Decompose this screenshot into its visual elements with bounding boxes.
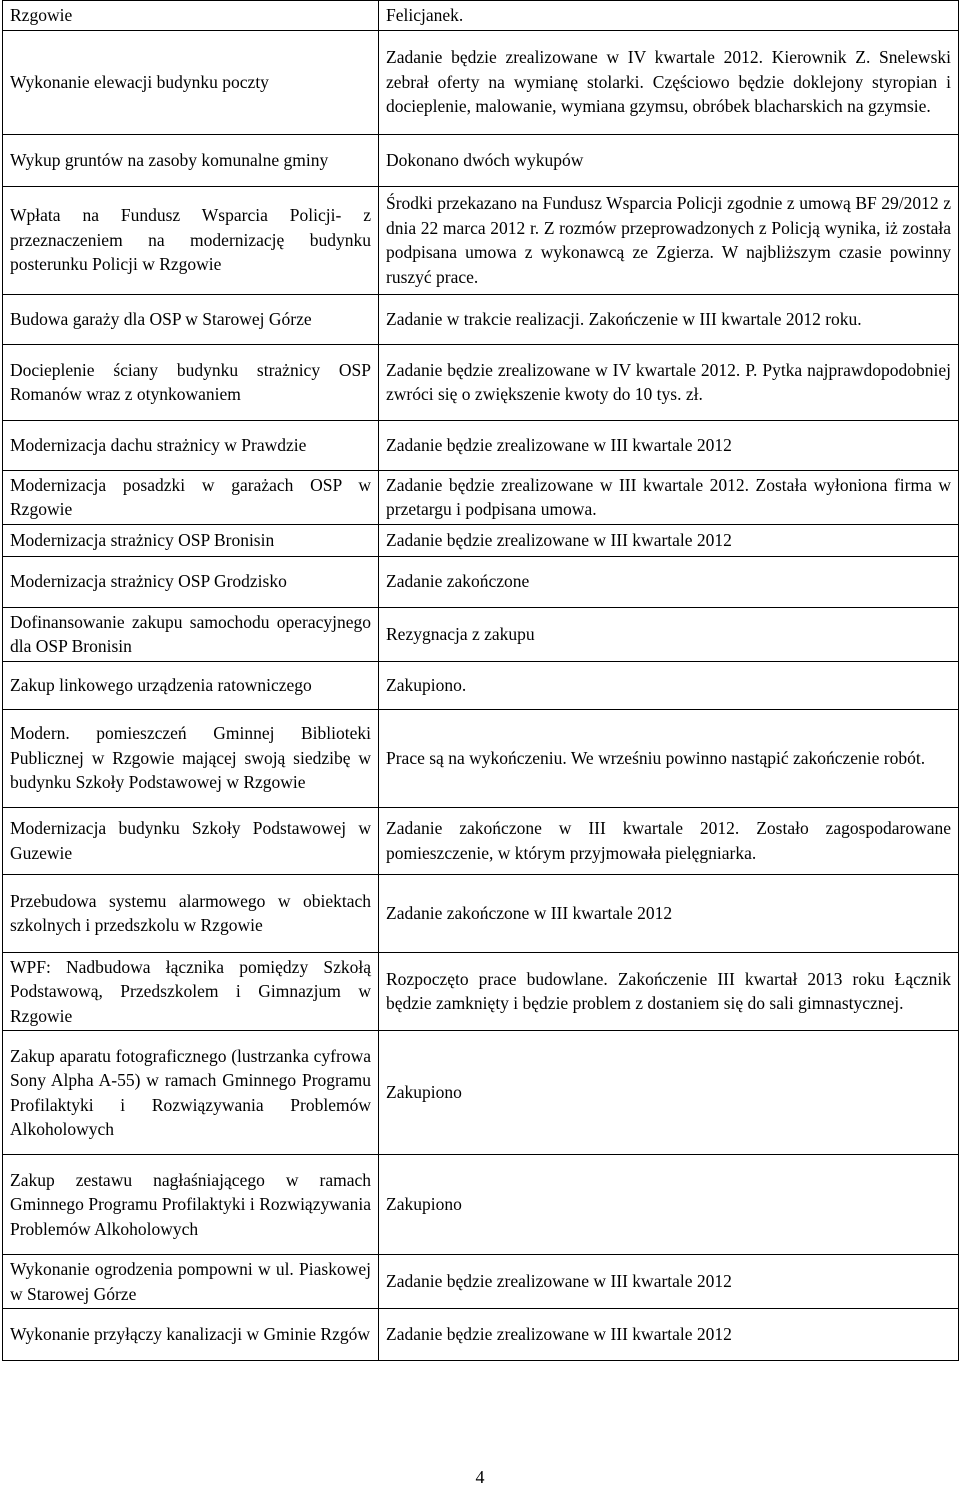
table-row [3,524,959,556]
task-cell: Docieplenie ściany budynku strażnicy OSP Romanów wraz z otynkowaniem [3,344,379,420]
status-cell: Zadanie zakończone w III kwartale 2012 [379,874,959,952]
status-cell: Zadanie będzie zrealizowane w IV kwartale 2012. Kierownik Z. Snelewski zebrał oferty na wymianę stolarki. Częściowo będzie doklejony styropian i docieplenie, malowanie, wymiana gzymsu, obróbek blacharskich na gzymsie. [379,30,959,134]
table-row [3,807,959,874]
task-cell: Przebudowa systemu alarmowego w obiektach szkolnych i przedszkolu w Rzgowie [3,874,379,952]
status-cell: Zadanie będzie zrealizowane w III kwartale 2012 [379,1255,959,1309]
task-cell: Wykonanie elewacji budynku poczty [3,30,379,134]
table-row [3,874,959,952]
task-cell: WPF: Nadbudowa łącznika pomiędzy Szkołą Podstawową, Przedszkolem i Gimnazjum w Rzgowie [3,952,379,1031]
task-cell: Wykup gruntów na zasoby komunalne gminy [3,134,379,186]
page-number: 4 [475,1467,485,1487]
table-row [3,294,959,344]
table-row [3,344,959,420]
task-cell: Modern. pomieszczeń Gminnej Biblioteki Publicznej w Rzgowie mającej swoją siedzibę w budynku Szkoły Podstawowej w Rzgowie [3,709,379,807]
table-row [3,186,959,294]
tasks-table-body [3,1,959,1361]
task-cell: Rzgowie [3,1,379,31]
status-cell: Rezygnacja z zakupu [379,607,959,661]
task-cell: Zakup linkowego urządzenia ratowniczego [3,661,379,709]
status-cell: Zadanie będzie zrealizowane w IV kwartale 2012. P. Pytka najprawdopodobniej zwróci się o zwiększenie kwoty do 10 tys. zł. [379,344,959,420]
table-row [3,134,959,186]
table-row [3,1255,959,1309]
table-row [3,30,959,134]
status-cell: Zakupiono. [379,661,959,709]
task-cell: Dofinansowanie zakupu samochodu operacyjnego dla OSP Bronisin [3,607,379,661]
task-cell: Wykonanie ogrodzenia pompowni w ul. Piaskowej w Starowej Górze [3,1255,379,1309]
task-cell: Modernizacja strażnicy OSP Grodzisko [3,556,379,607]
status-cell: Zadanie zakończone w III kwartale 2012. Zostało zagospodarowane pomieszczenie, w którym przyjmowała pielęgniarka. [379,807,959,874]
status-cell: Rozpoczęto prace budowlane. Zakończenie III kwartał 2013 roku Łącznik będzie zamknięty i będzie problem z dostaniem się do sali gimnastycznej. [379,952,959,1031]
table-row [3,607,959,661]
status-cell: Zadanie będzie zrealizowane w III kwartale 2012 [379,524,959,556]
status-cell: Zakupiono [379,1031,959,1155]
table-row [3,1155,959,1255]
task-cell: Wykonanie przyłączy kanalizacji w Gminie Rzgów [3,1309,379,1361]
status-cell: Felicjanek. [379,1,959,31]
status-cell: Zadanie w trakcie realizacji. Zakończenie w III kwartale 2012 roku. [379,294,959,344]
table-row [3,1309,959,1361]
table-row [3,952,959,1031]
task-cell: Budowa garaży dla OSP w Starowej Górze [3,294,379,344]
table-row [3,420,959,470]
table-row [3,470,959,524]
task-cell: Modernizacja budynku Szkoły Podstawowej w Guzewie [3,807,379,874]
table-row [3,556,959,607]
table-row [3,709,959,807]
task-cell: Wpłata na Fundusz Wsparcia Policji- z przeznaczeniem na modernizację budynku posterunku Policji w Rzgowie [3,186,379,294]
status-cell: Środki przekazano na Fundusz Wsparcia Policji zgodnie z umową BF 29/2012 z dnia 22 marca 2012 r. Z rozmów przeprowadzonych z Policją wynika, iż została podpisana umowa z wykonawcą ze Zgierza. W najbliższym czasie powinny ruszyć prace. [379,186,959,294]
status-cell: Zadanie będzie zrealizowane w III kwartale 2012. Została wyłoniona firma w przetargu i podpisana umowa. [379,470,959,524]
table-row [3,1,959,31]
task-cell: Modernizacja posadzki w garażach OSP w Rzgowie [3,470,379,524]
task-cell: Zakup aparatu fotograficznego (lustrzanka cyfrowa Sony Alpha A-55) w ramach Gminnego Programu Profilaktyki i Rozwiązywania Problemów Alkoholowych [3,1031,379,1155]
table-row [3,661,959,709]
status-cell: Prace są na wykończeniu. We wrześniu powinno nastąpić zakończenie robót. [379,709,959,807]
status-cell: Dokonano dwóch wykupów [379,134,959,186]
task-cell: Zakup zestawu nagłaśniającego w ramach Gminnego Programu Profilaktyki i Rozwiązywania Problemów Alkoholowych [3,1155,379,1255]
tasks-table [2,0,959,1361]
task-cell: Modernizacja dachu strażnicy w Prawdzie [3,420,379,470]
status-cell: Zadanie zakończone [379,556,959,607]
status-cell: Zadanie będzie zrealizowane w III kwartale 2012 [379,420,959,470]
task-cell: Modernizacja strażnicy OSP Bronisin [3,524,379,556]
status-cell: Zadanie będzie zrealizowane w III kwartale 2012 [379,1309,959,1361]
table-row [3,1031,959,1155]
status-cell: Zakupiono [379,1155,959,1255]
